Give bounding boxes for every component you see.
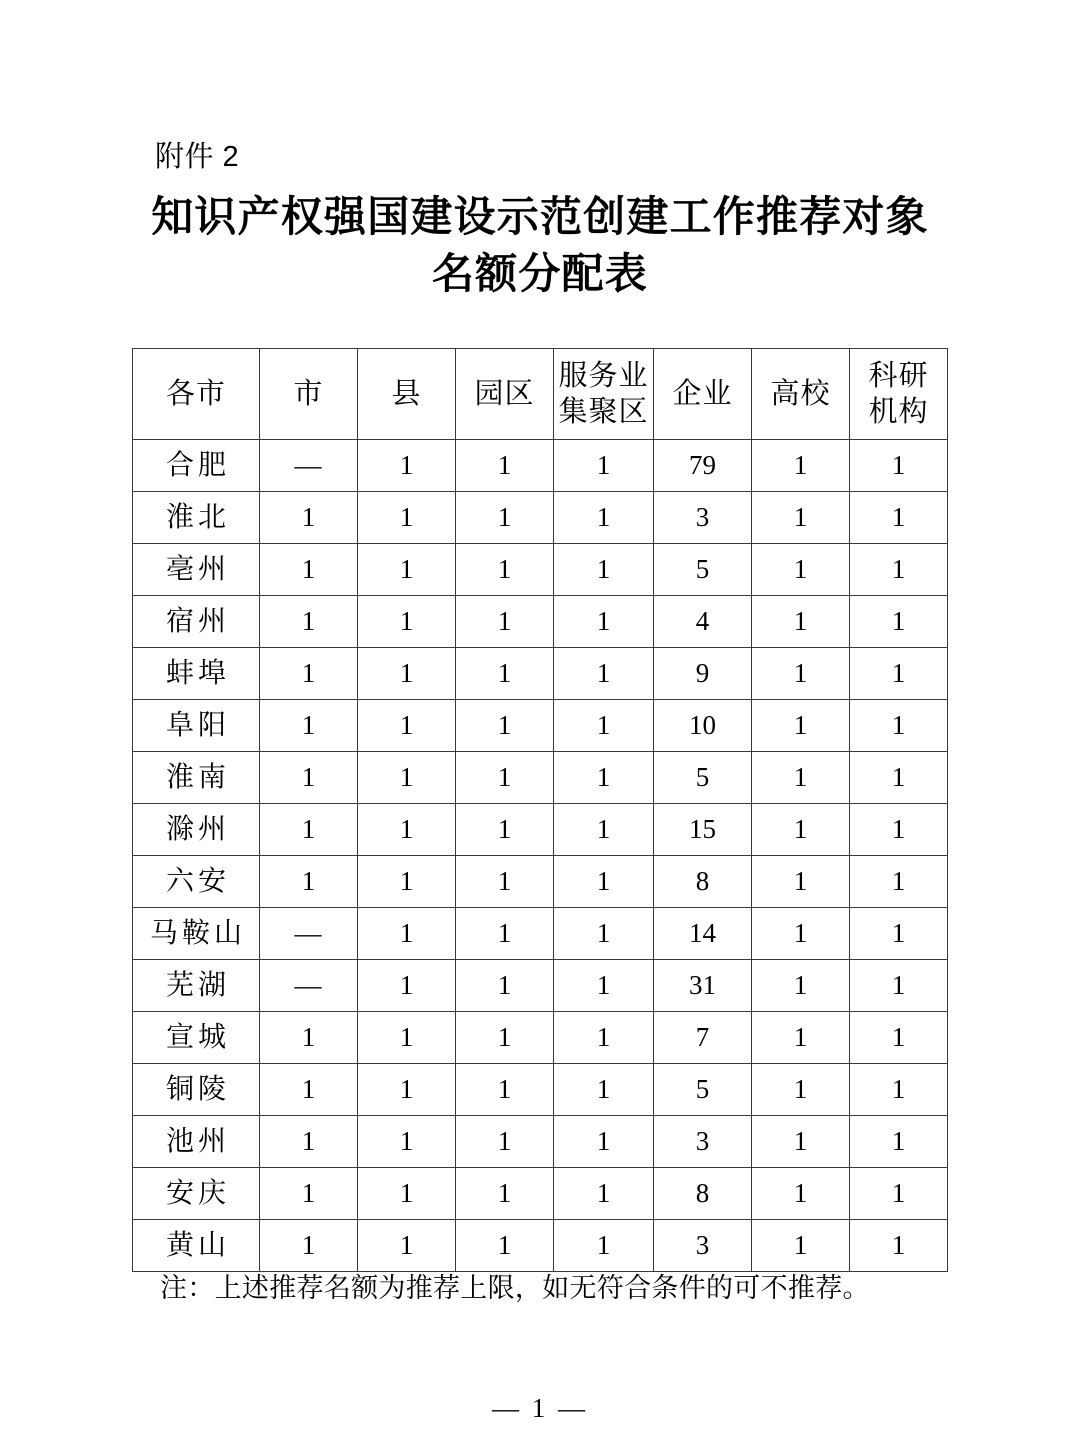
table-row <box>133 1012 948 1064</box>
allocation-table <box>132 348 948 1272</box>
quota-cell: 1 <box>358 596 456 648</box>
quota-cell: 9 <box>654 648 752 700</box>
quota-cell: 1 <box>752 804 850 856</box>
city-name-cell: 宿州 <box>133 596 260 648</box>
city-name-cell: 滁州 <box>133 804 260 856</box>
quota-cell: 1 <box>554 856 654 908</box>
page-title-line-1: 知识产权强国建设示范创建工作推荐对象 <box>151 195 929 241</box>
quota-cell: 1 <box>260 804 358 856</box>
quota-cell: 4 <box>654 596 752 648</box>
quota-cell: 1 <box>456 700 554 752</box>
quota-cell: 3 <box>654 1116 752 1168</box>
quota-cell: — <box>260 908 358 960</box>
quota-cell: 1 <box>554 700 654 752</box>
quota-cell: 1 <box>358 1220 456 1272</box>
table-header-row <box>133 349 948 440</box>
quota-cell: 1 <box>554 960 654 1012</box>
quota-cell: 1 <box>260 1116 358 1168</box>
table-row <box>133 492 948 544</box>
column-header-line: 各市 <box>165 378 226 410</box>
quota-cell: 1 <box>752 492 850 544</box>
quota-cell: 1 <box>752 960 850 1012</box>
column-header-7 <box>850 349 948 440</box>
table-row <box>133 752 948 804</box>
quota-cell: 1 <box>456 544 554 596</box>
table-row <box>133 908 948 960</box>
quota-cell: 1 <box>554 596 654 648</box>
quota-cell: 1 <box>260 752 358 804</box>
quota-cell: 7 <box>654 1012 752 1064</box>
quota-cell: 1 <box>850 752 948 804</box>
table-row <box>133 1168 948 1220</box>
quota-cell: 31 <box>654 960 752 1012</box>
quota-cell: 1 <box>752 1220 850 1272</box>
city-name-cell: 马鞍山 <box>133 908 260 960</box>
quota-cell: 1 <box>358 1064 456 1116</box>
city-name-cell: 淮南 <box>133 752 260 804</box>
quota-cell: 1 <box>752 752 850 804</box>
city-name-cell: 安庆 <box>133 1168 260 1220</box>
quota-cell: 1 <box>358 908 456 960</box>
quota-cell: 1 <box>554 648 654 700</box>
quota-cell: 1 <box>850 856 948 908</box>
quota-cell: 1 <box>358 960 456 1012</box>
quota-cell: 1 <box>456 1064 554 1116</box>
quota-cell: 1 <box>260 648 358 700</box>
quota-cell: 1 <box>456 492 554 544</box>
quota-cell: 1 <box>456 1168 554 1220</box>
table-row <box>133 804 948 856</box>
quota-cell: 1 <box>456 596 554 648</box>
quota-cell: 1 <box>358 1168 456 1220</box>
quota-cell: 10 <box>654 700 752 752</box>
column-header-line: 服务业 <box>558 360 649 392</box>
city-name-cell: 池州 <box>133 1116 260 1168</box>
quota-cell: 8 <box>654 1168 752 1220</box>
quota-cell: 1 <box>850 648 948 700</box>
quota-cell: 1 <box>850 1116 948 1168</box>
table-note: 注：上述推荐名额为推荐上限，如无符合条件的可不推荐。 <box>160 1273 870 1303</box>
allocation-table-container <box>132 348 948 1272</box>
quota-cell: 1 <box>850 492 948 544</box>
quota-cell: 5 <box>654 544 752 596</box>
quota-cell: 3 <box>654 492 752 544</box>
quota-cell: 1 <box>260 1064 358 1116</box>
table-row <box>133 960 948 1012</box>
quota-cell: 1 <box>850 1064 948 1116</box>
quota-cell: — <box>260 440 358 492</box>
quota-cell: 1 <box>850 596 948 648</box>
column-header-line: 园区 <box>474 378 535 410</box>
quota-cell: 1 <box>358 648 456 700</box>
city-name-cell: 芜湖 <box>133 960 260 1012</box>
column-header-line: 县 <box>391 378 422 410</box>
quota-cell: 1 <box>260 1220 358 1272</box>
quota-cell: 1 <box>554 440 654 492</box>
column-header-line: 高校 <box>770 378 831 410</box>
quota-cell: 1 <box>260 544 358 596</box>
quota-cell: 1 <box>752 1012 850 1064</box>
quota-cell: 1 <box>752 440 850 492</box>
column-header-line: 集聚区 <box>558 396 649 428</box>
city-name-cell: 阜阳 <box>133 700 260 752</box>
page-number: — 1 — <box>492 1393 588 1423</box>
quota-cell: 1 <box>554 804 654 856</box>
quota-cell: 79 <box>654 440 752 492</box>
quota-cell: 1 <box>752 700 850 752</box>
quota-cell: 1 <box>456 1220 554 1272</box>
quota-cell: 1 <box>358 1116 456 1168</box>
column-header-5 <box>654 349 752 440</box>
quota-cell: 1 <box>554 1012 654 1064</box>
quota-cell: 1 <box>752 648 850 700</box>
quota-cell: 1 <box>456 1012 554 1064</box>
quota-cell: 1 <box>260 1012 358 1064</box>
quota-cell: 1 <box>358 492 456 544</box>
page-title-line-2: 名额分配表 <box>431 252 648 298</box>
quota-cell: 1 <box>260 856 358 908</box>
quota-cell: 1 <box>554 544 654 596</box>
quota-cell: 1 <box>260 596 358 648</box>
column-header-line: 科研 <box>868 360 929 392</box>
column-header-1 <box>260 349 358 440</box>
quota-cell: 1 <box>456 752 554 804</box>
city-name-cell: 铜陵 <box>133 1064 260 1116</box>
quota-cell: 1 <box>752 1064 850 1116</box>
quota-cell: 1 <box>260 1168 358 1220</box>
quota-cell: 1 <box>752 908 850 960</box>
quota-cell: 1 <box>850 544 948 596</box>
quota-cell: 1 <box>554 752 654 804</box>
quota-cell: 1 <box>456 908 554 960</box>
quota-cell: 1 <box>850 960 948 1012</box>
quota-cell: 1 <box>554 492 654 544</box>
quota-cell: 1 <box>456 856 554 908</box>
table-row <box>133 596 948 648</box>
quota-cell: 5 <box>654 1064 752 1116</box>
quota-cell: 1 <box>752 1116 850 1168</box>
quota-cell: 1 <box>850 1168 948 1220</box>
table-row <box>133 856 948 908</box>
quota-cell: 1 <box>358 752 456 804</box>
quota-cell: 8 <box>654 856 752 908</box>
column-header-2 <box>358 349 456 440</box>
quota-cell: 1 <box>554 1064 654 1116</box>
table-row <box>133 1064 948 1116</box>
table-row <box>133 700 948 752</box>
quota-cell: 1 <box>456 648 554 700</box>
table-row <box>133 648 948 700</box>
quota-cell: 1 <box>752 856 850 908</box>
table-row <box>133 1220 948 1272</box>
quota-cell: 1 <box>456 440 554 492</box>
quota-cell: 1 <box>554 1116 654 1168</box>
table-header <box>133 349 948 440</box>
quota-cell: 1 <box>554 1220 654 1272</box>
quota-cell: 1 <box>554 1168 654 1220</box>
column-header-line: 市 <box>293 378 324 410</box>
quota-cell: 5 <box>654 752 752 804</box>
city-name-cell: 宣城 <box>133 1012 260 1064</box>
city-name-cell: 淮北 <box>133 492 260 544</box>
quota-cell: 1 <box>260 700 358 752</box>
quota-cell: — <box>260 960 358 1012</box>
quota-cell: 1 <box>752 544 850 596</box>
quota-cell: 1 <box>358 700 456 752</box>
quota-cell: 1 <box>752 596 850 648</box>
column-header-6 <box>752 349 850 440</box>
city-name-cell: 黄山 <box>133 1220 260 1272</box>
column-header-line: 企业 <box>672 378 733 410</box>
city-name-cell: 六安 <box>133 856 260 908</box>
quota-cell: 1 <box>850 1220 948 1272</box>
quota-cell: 1 <box>554 908 654 960</box>
column-header-line: 机构 <box>868 396 929 428</box>
column-header-4 <box>554 349 654 440</box>
column-header-3 <box>456 349 554 440</box>
quota-cell: 1 <box>850 1012 948 1064</box>
page-title <box>0 190 1080 304</box>
quota-cell: 1 <box>358 1012 456 1064</box>
table-row <box>133 544 948 596</box>
attachment-label: 附件 2 <box>155 141 240 173</box>
quota-cell: 1 <box>358 440 456 492</box>
column-header-0 <box>133 349 260 440</box>
quota-cell: 1 <box>850 700 948 752</box>
quota-cell: 1 <box>850 908 948 960</box>
quota-cell: 1 <box>456 1116 554 1168</box>
quota-cell: 1 <box>358 544 456 596</box>
quota-cell: 1 <box>358 856 456 908</box>
table-row <box>133 440 948 492</box>
quota-cell: 1 <box>260 492 358 544</box>
table-body <box>133 440 948 1272</box>
table-row <box>133 1116 948 1168</box>
city-name-cell: 蚌埠 <box>133 648 260 700</box>
quota-cell: 15 <box>654 804 752 856</box>
quota-cell: 1 <box>456 804 554 856</box>
quota-cell: 1 <box>850 440 948 492</box>
city-name-cell: 亳州 <box>133 544 260 596</box>
quota-cell: 1 <box>752 1168 850 1220</box>
quota-cell: 1 <box>358 804 456 856</box>
city-name-cell: 合肥 <box>133 440 260 492</box>
quota-cell: 1 <box>850 804 948 856</box>
quota-cell: 1 <box>456 960 554 1012</box>
quota-cell: 3 <box>654 1220 752 1272</box>
quota-cell: 14 <box>654 908 752 960</box>
